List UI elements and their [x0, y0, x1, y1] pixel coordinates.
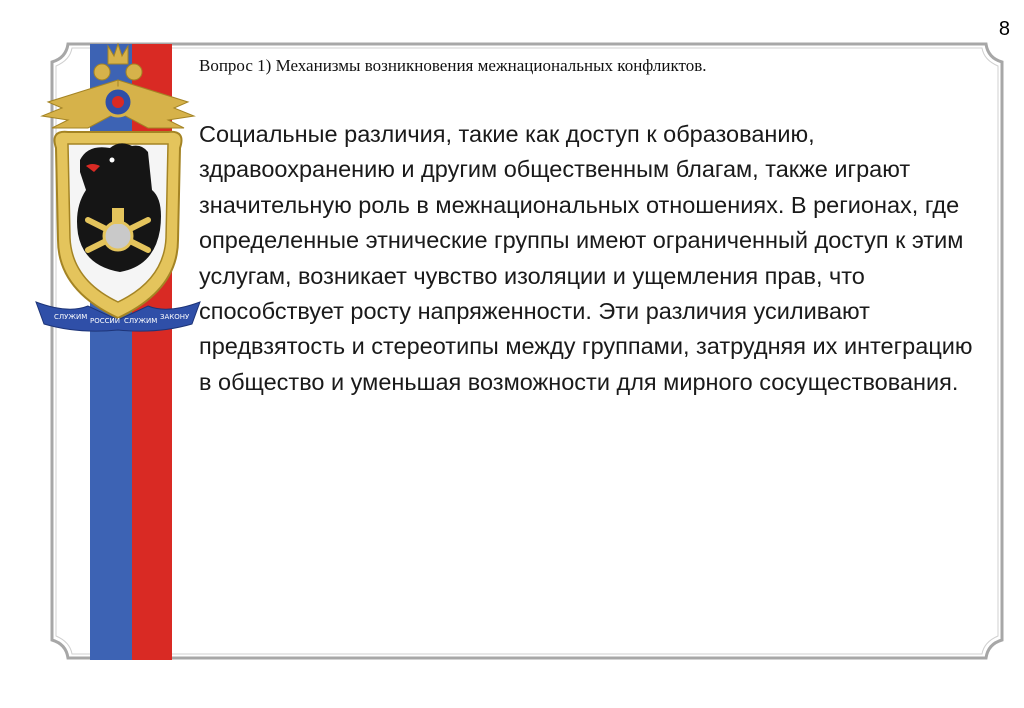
ribbon-text-2: РОССИИ [90, 317, 120, 325]
slide-number: 8 [998, 18, 1010, 40]
ribbon-text-3: СЛУЖИМ [124, 317, 158, 325]
question-heading: Вопрос 1) Механизмы возникновения межнациональных конфликтов. [199, 56, 707, 75]
ribbon-text-4: ЗАКОНУ [160, 313, 190, 321]
ribbon-text-1: СЛУЖИМ [54, 313, 88, 321]
body-paragraph: Социальные различия, такие как доступ к образованию, здравоохранению и другим общественным благам, также играют значительную роль в межнациональных отношениях. В регионах, где определенные этнические группы имеют ограниченный доступ к этим услугам, возникает чувство изоляции и ущемления прав, что способствует росту напряженности. Эти различия усиливают предвзятость и стереотипы между группами, затрудняя их интеграцию в общество и уменьшая возможности для мирного сосуществования. [199, 121, 973, 395]
coat-of-arms-icon [28, 40, 208, 340]
